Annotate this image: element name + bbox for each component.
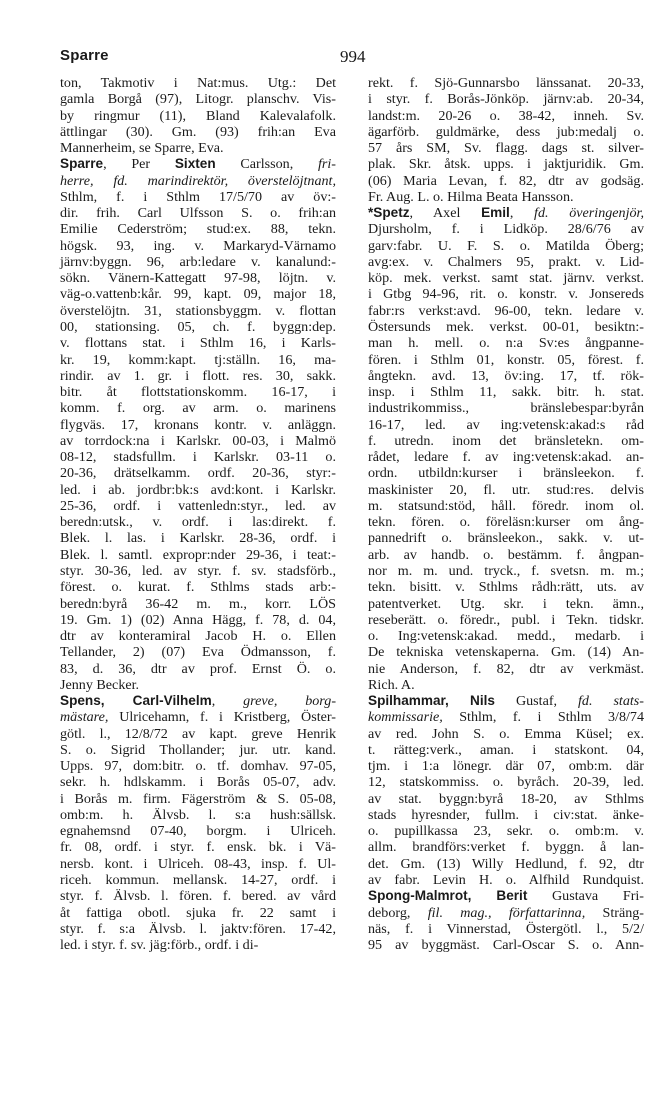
text-line: omb:m. h. Älvsb. l. s:a hush:sällsk. [60, 806, 336, 823]
text-line: i Borås m. firm. Fägerström & S. 05-08, [60, 790, 336, 807]
text-line: reseberätt. o. föredr., publ. i Tekn. tidskr. [368, 611, 644, 628]
text-line: maskinister 20, fl. utr. stud:res. delvis [368, 481, 644, 498]
entry-title: fd. stats- [578, 693, 644, 710]
text-line: v. flottans stat. i Sthlm 16, i Karls- [60, 335, 336, 352]
text-line: 16-17, led. av ing:vetensk:akad:s råd [368, 416, 644, 433]
entry-name: Sparre [60, 156, 104, 172]
text-line: 20-36, drätselkamm. ordf. 20-36, styr:- [60, 465, 336, 482]
text-line: sekr. h. hdlskamm. i Borås 05-07, adv. [60, 774, 336, 791]
text-line: plak. Skr. åtsk. upps. i jaktjuridik. Gm. [368, 156, 644, 173]
text-line: gamla Borgå (97), Litogr. planschv. Vis- [60, 91, 336, 108]
text-line: Spens, Carl-Vilhelm, greve, borg- [60, 693, 337, 710]
text-line: av stat. byggn:byrå 18-20, av Sthlms [368, 790, 644, 807]
left-column [60, 75, 336, 953]
entry-name: Emil [481, 205, 510, 221]
text-line: av red. John S. o. Emma Küsel; ex. [368, 725, 644, 742]
text-line: tekn. fören. o. föreläsn:kurser om ång- [368, 514, 644, 531]
text-line: deborg, fil. mag., författarinna, Sträng- [368, 904, 644, 921]
text-line: industrikommiss., bränslebespar:byrån [368, 400, 644, 417]
entry-title: herre, fd. marindirektör, överstelöjtnant, [60, 172, 336, 189]
entry-title: fil. mag., författarinna, [427, 904, 586, 921]
text-line: bitr. åt flottstationskomm. 16-17, i [60, 384, 336, 401]
text-line: nor m. m. und. tryck., f. svetsn. m. m.; [368, 562, 644, 579]
text-line: av torrdock:na i Karlskr. 00-03, i Malmö [60, 432, 336, 449]
text-line: tekn. bisitt. v. Sthlms rådh:rätt, uts. av [368, 579, 644, 596]
text-line: Blek. l. samtl. expropr:nder 29-36, i teat:- [60, 546, 336, 563]
text-line: 25-36, ordf. i vattenledn:styr., led. av [60, 497, 336, 514]
text-line: rindir. av 1. gr. i flott. res. 30, sakk. [60, 367, 336, 384]
entry-name: Spong-Malmrot, Berit [368, 888, 528, 904]
entry-title: kommissarie, [368, 709, 443, 726]
text-line: sökn. Vänern-Kattegatt 97-98, löjtn. v. [60, 270, 336, 287]
text-line: 19. Gm. 1) (02) Anna Hägg, f. 78, d. 04, [60, 611, 336, 628]
text-line: ton, Takmotiv i Nat:mus. Utg.: Det [60, 75, 336, 91]
text-line: t. rätteg:verk., aman. i statskont. 04, [368, 741, 644, 758]
text-line: näs, f. i Vinnerstad, Östergötl. l., 5/2/ [368, 920, 644, 937]
text-line: ordn. utbildn:kurser i bränsleekon. f. [368, 465, 644, 482]
text-line: det. Gm. (13) Willy Hedlund, f. 92, dtr [368, 855, 644, 872]
entry-name: Spens, Carl-Vilhelm [60, 693, 212, 709]
text-line: Blek. l. las. i Karlskr. 28-36, ordf. i [60, 530, 336, 547]
text-line: 57 års SM, Sv. flagg. dags st. silver- [368, 140, 644, 157]
text-line: rekt. f. Sjö-Gunnarsbo länssanat. 20-33, [368, 75, 644, 91]
text-line: nie Anderson, f. 82, dtr av verkmäst. [368, 660, 644, 677]
text-line: Emilie Cederström; stud:ex. 88, tekn. [60, 221, 336, 238]
text-line: Upps. 97, dom:bitr. o. tf. domhav. 97-05, [60, 758, 336, 775]
text-line: S. o. Sigrid Thollander; jur. utr. kand. [60, 741, 336, 758]
entry-name: Sixten [174, 156, 216, 172]
text-line: flygväs. 17, kronans kontr. v. anläggn. [60, 416, 336, 433]
text-line: 83, d. 36, dtr av prof. Ernst Ö. o. [60, 660, 336, 677]
text-line: led. i ab. jordbr:bk:s avd:kont. i Karlskr. [60, 481, 336, 498]
text-line: Mannerheim, se Sparre, Eva. [60, 140, 224, 157]
text-line: arb. av handb. o. bestämm. f. ångpan- [368, 546, 644, 563]
text-line: tjm. i 1:a lönegr. där 07, omb:m. där [368, 758, 644, 775]
text-line: komm. f. org. av arm. o. marinens [60, 400, 336, 417]
text-line: Sparre, Per Sixten Carlsson, fri- [60, 156, 336, 173]
text-line: led. i styr. f. sv. jäg:förb., ordf. i di- [60, 937, 259, 954]
text-line: 12, statskommiss. o. byråch. 20-39, led. [368, 774, 644, 791]
text-line: i styr. f. Borås-Jönköp. järnv:ab. 20-34, [368, 91, 644, 108]
text-line: fabr:rs verkst:avd. 96-00, tekn. ledare v. [368, 302, 644, 319]
entry-name: *Spetz [368, 205, 410, 221]
text-line: Sthlm, f. i Sthlm 17/5/70 av öv:- [60, 188, 336, 205]
text-line: De tekniska vetenskaperna. Gm. (14) An- [368, 644, 644, 661]
text-line: f. utredn. inom det bränsletekn. om- [368, 432, 644, 449]
text-line: dtr av konteramiral Jacob H. o. Ellen [60, 628, 336, 645]
text-line: garv:fabr. U. F. S. o. Matilda Öberg; [368, 237, 644, 254]
text-line: o. pupillkassa 23, sekr. o. omb:m. v. [368, 823, 644, 840]
text-line: överstelöjtn. 31, stationsbyggm. v. flottan [60, 302, 336, 319]
text-line: Spong-Malmrot, Berit Gustava Fri- [368, 888, 644, 905]
text-line: Spilhammar, Nils Gustaf, fd. stats- [368, 693, 644, 710]
text-line: högsk. 93, ing. v. Markaryd-Värnamo [60, 237, 336, 254]
text-line: man h. mell. o. n:a Sv:es ångpanne- [368, 335, 644, 352]
text-line: Tellander, 2) (07) Eva Ödmansson, f. [60, 644, 336, 661]
text-line: stads hyresnder, fullm. i civ:stat. änke- [368, 806, 644, 823]
entry-name: Spilhammar, Nils [368, 693, 495, 709]
text-line: av fabr. Levin H. o. Alfhild Rundquist. [368, 872, 644, 889]
text-line: Jenny Becker. [60, 676, 140, 693]
text-line: ångtekn. avd. 13, öv:ing. 17, tf. rök- [368, 367, 644, 384]
right-column [368, 75, 644, 953]
text-line: Östersunds mek. verkst. 00-01, besiktn:- [368, 318, 644, 335]
text-line: styr. f. Älvsb. l. fören. f. bered. av vård [60, 888, 336, 905]
running-head-surname: Sparre [60, 47, 109, 64]
text-line: m. statsund:stöd, håll. föredr. inom ol. [368, 497, 644, 514]
text-line: 95 av byggmäst. Carl-Oscar S. o. Ann- [368, 937, 644, 954]
text-line: rådet, ledare f. av ing:vetensk:akad. an- [368, 449, 644, 466]
text-line: järnv:byggn. 96, arb:ledare v. kanalund:- [60, 253, 336, 270]
text-line: kommissarie, Sthlm, f. i Sthlm 3/8/74 [368, 709, 644, 726]
text-line: nersb. kont. i Ulriceh. 08-43, insp. f. Ul- [60, 855, 336, 872]
text-line: väg-o.vattenb:kår. 99, kapt. 09, major 18, [60, 286, 336, 303]
text-line: 00, stationsing. 05, ch. f. byggn:dep. [60, 318, 336, 335]
text-line: ättlingar (30). Gm. (93) frih:an Eva [60, 123, 336, 140]
text-line: Rich. A. [368, 676, 415, 693]
text-line: 08-12, stadsfullm. i Karlskr. 03-11 o. [60, 449, 336, 466]
text-line: pannedrift o. bränsleekon., sakk. v. ut- [368, 530, 644, 547]
entry-title: fd. överingenjör, [534, 205, 644, 222]
page-number: 994 [340, 47, 366, 66]
text-line: Djursholm, f. i Lidköp. 28/6/76 av [368, 221, 644, 238]
text-line: beredn:byrå 36-42 m. m., korr. LÖS [60, 595, 336, 612]
text-line: beredn:utsk., v. ordf. i las:direkt. f. [60, 514, 336, 531]
text-line: åt fattiga obotl. sjuka fr. 22 samt i [60, 904, 336, 921]
text-line: by ringmur (11), Bland Kalevalafolk. [60, 107, 336, 124]
text-line: i Gtbg 94-96, rit. o. konstr. v. Jonsereds [368, 286, 644, 303]
text-line: patentverket. Utg. skr. i tekn. ämn., [368, 595, 644, 612]
page-header [60, 47, 615, 71]
text-line: *Spetz, Axel Emil, fd. överingenjör, [368, 205, 644, 222]
text-line: dir. frih. Carl Ulfsson S. o. frih:an [60, 205, 336, 222]
text-line [60, 173, 336, 189]
text-line: köp. mek. verkst. samt stat. järnv. verkst. [368, 270, 644, 287]
text-line: insp. i Sthlm 11, sakk. bitr. h. stat. [368, 384, 644, 401]
text-line: götl. l., 12/8/72 av kapt. greve Henrik [60, 725, 336, 742]
text-line: (06) Maria Levan, f. 82, dtr av godsäg. [368, 172, 644, 189]
text-line: förest. o. kurat. f. Sthlms stads arb:- [60, 579, 336, 596]
entry-title: fri- [317, 156, 336, 173]
text-line: kr. 19, komm:kapt. tj:ställn. 16, ma- [60, 351, 336, 368]
text-line: egnahemsnd 07-40, borgm. i Ulriceh. [60, 823, 336, 840]
text-line: mästare, Ulricehamn, f. i Kristberg, Öster- [60, 709, 336, 726]
text-line: o. Ing:vetensk:akad. medd., medarb. i [368, 628, 644, 645]
entry-title: mästare, [60, 709, 109, 726]
text-line: styr. 30-36, led. av styr. f. sv. stadsförb., [60, 562, 336, 579]
text-line: landst:m. 20-26 o. 38-42, inneh. Sv. [368, 107, 644, 124]
entry-title: greve, borg- [243, 693, 337, 710]
text-line: fr. 08, ordf. i styr. f. ensk. bk. i Vä- [60, 839, 336, 856]
text-line: styr. f. s:a Älvsb. l. jaktv:fören. 17-42, [60, 920, 336, 937]
text-line: allm. brandförs:verket f. byggn. å lan- [368, 839, 644, 856]
text-line: ägarförb. guldmärke, dess jub:medalj o. [368, 123, 644, 140]
text-line: riceh. kommun. mellansk. 14-27, ordf. i [60, 872, 336, 889]
text-line: Fr. Aug. L. o. Hilma Beata Hansson. [368, 188, 574, 205]
text-line: avg:ex. v. Chalmers 95, prakt. v. Lid- [368, 253, 644, 270]
text-line: fören. i Sthlm 01, konstr. 05, förest. f. [368, 351, 644, 368]
